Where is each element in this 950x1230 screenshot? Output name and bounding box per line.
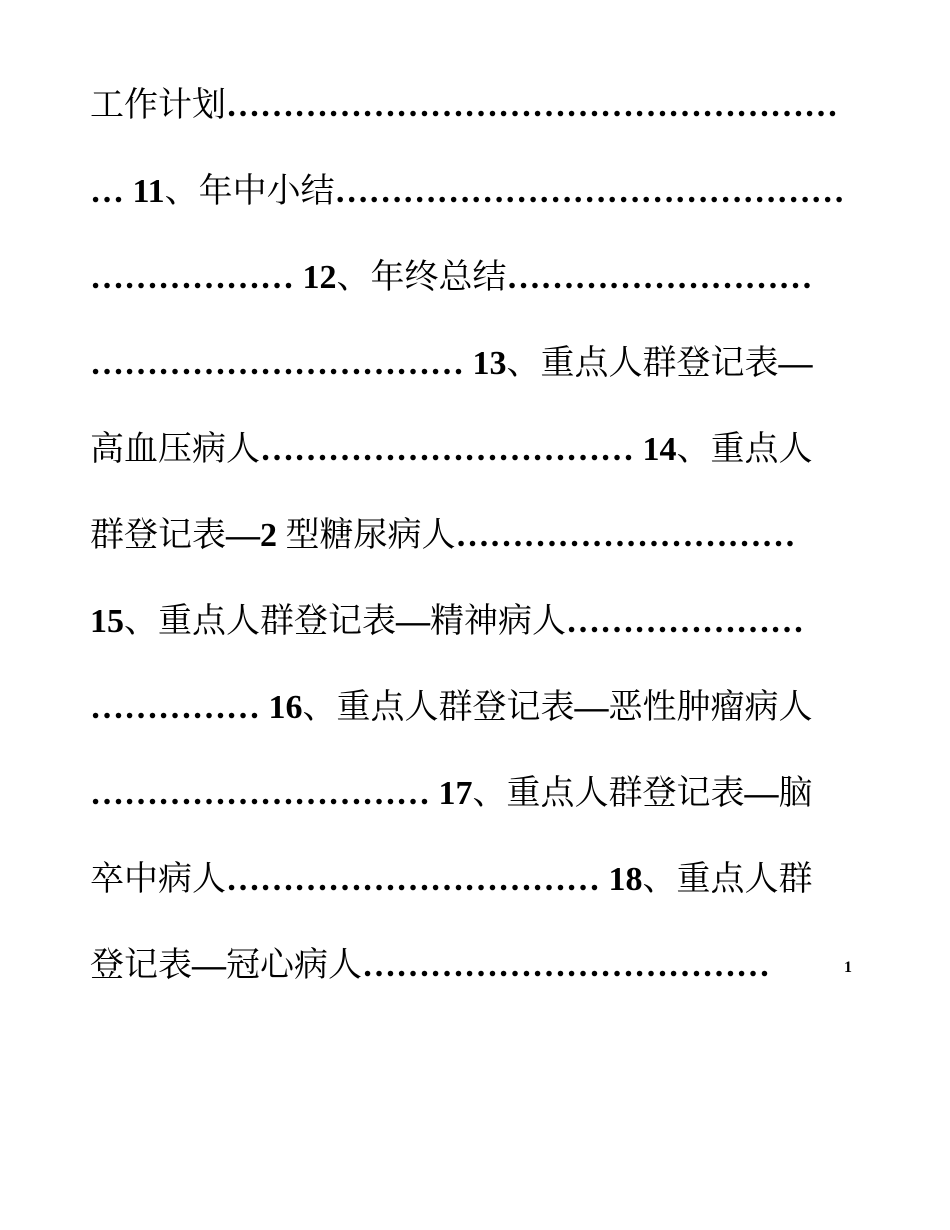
- toc-item-number: 17: [438, 775, 473, 812]
- toc-line: [90, 768, 850, 818]
- toc-line: [90, 424, 850, 474]
- toc-item-number: 2: [260, 517, 286, 554]
- toc-item-number: 11: [132, 173, 165, 210]
- toc-text: 卒中病人: [90, 859, 226, 899]
- toc-leader-dots: ………………………: [506, 259, 813, 296]
- toc-line: [90, 338, 850, 388]
- toc-text: 、重点人群登记表: [506, 343, 779, 383]
- toc-line: [90, 596, 850, 646]
- toc-text: 精神病人: [430, 601, 566, 641]
- toc-text: 、重点人群: [642, 859, 813, 899]
- toc-dash: —: [744, 775, 779, 812]
- toc-text: 、重点人群登记表: [302, 687, 575, 727]
- toc-item-number: 18: [608, 861, 643, 898]
- toc-leader-dots: ……………………………: [226, 861, 609, 898]
- toc-text: 群登记表: [90, 515, 226, 555]
- toc-text: 、年终总结: [336, 257, 507, 297]
- toc-text: 、重点人: [676, 429, 813, 469]
- toc-leader-dots: ………………………………: [362, 947, 770, 984]
- toc-item-number: 12: [302, 259, 337, 296]
- toc-text: 高血压病人: [90, 429, 260, 469]
- toc-leader-dots: ………………: [90, 259, 303, 296]
- toc-line: [90, 682, 850, 732]
- toc-text: 工作计划: [90, 85, 226, 125]
- toc-dash: —: [226, 517, 260, 554]
- toc-leader-dots: …………………: [566, 603, 804, 640]
- toc-item-number: 16: [268, 689, 303, 726]
- toc-line: [90, 166, 850, 216]
- toc-item-number: 15: [90, 603, 124, 640]
- toc-leader-dots: …: [90, 173, 133, 210]
- toc-item-number: 13: [472, 345, 507, 382]
- toc-line: [90, 80, 850, 130]
- toc-leader-dots: ……………: [90, 689, 269, 726]
- toc-leader-dots: ………………………………………: [334, 173, 845, 210]
- toc-leader-dots: ……………………………: [260, 431, 643, 468]
- page-number: 1: [844, 959, 852, 976]
- toc-dash: —: [396, 603, 430, 640]
- toc-text: 登记表: [90, 945, 192, 985]
- toc-dash: —: [192, 947, 226, 984]
- toc-text: 、年中小结: [164, 171, 335, 211]
- toc-leader-dots: …………………………: [455, 517, 796, 554]
- toc-text: 、重点人群登记表: [124, 601, 396, 641]
- toc-item-number: 14: [642, 431, 677, 468]
- toc-line: [90, 854, 850, 904]
- toc-text: 脑: [778, 773, 813, 813]
- toc-dash: —: [574, 689, 609, 726]
- toc-text: 型糖尿病人: [285, 515, 456, 555]
- toc-dash: —: [778, 345, 813, 382]
- toc-text: 冠心病人: [226, 945, 362, 985]
- toc-line: [90, 510, 850, 560]
- toc-leader-dots: …………………………: [90, 775, 439, 812]
- toc-text: 、重点人群登记表: [472, 773, 745, 813]
- toc-leader-dots: ………………………………………………: [226, 87, 838, 124]
- toc-leader-dots: ……………………………: [90, 345, 473, 382]
- toc-text: 恶性肿瘤病人: [608, 687, 813, 727]
- toc-line: [90, 252, 850, 302]
- toc-line: [90, 940, 850, 990]
